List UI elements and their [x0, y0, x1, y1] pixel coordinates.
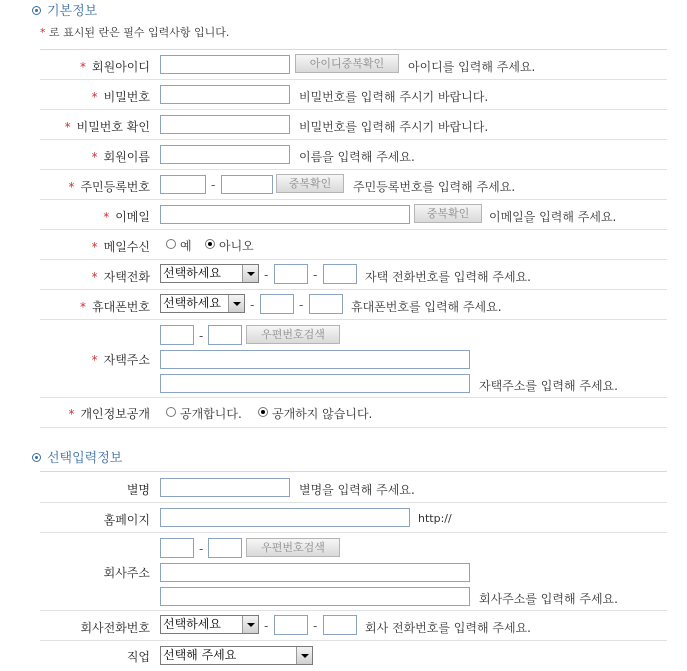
job-select[interactable]: 선택해 주세요 [160, 646, 313, 665]
member-name-label: * 회원이름 [91, 150, 150, 164]
password-confirm-help: 비밀번호를 입력해 주시기 바랍니다. [299, 120, 489, 134]
row-member-name [40, 140, 667, 170]
company-phone-area-select[interactable]: 선택하세요 [160, 615, 259, 634]
company-address-label: 회사주소 [103, 566, 150, 580]
home-phone-label: * 자택전화 [91, 270, 150, 284]
privacy-public-label: 공개합니다. [180, 407, 242, 421]
home-phone-area-select[interactable]: 선택하세요 [160, 264, 259, 283]
privacy-private-radio[interactable] [258, 407, 268, 417]
member-id-label: * 회원아이디 [80, 60, 150, 74]
optional-form-table [40, 471, 667, 671]
dropdown-arrow-icon [242, 616, 258, 633]
row-password [40, 80, 667, 110]
homepage-label: 홈페이지 [103, 513, 150, 527]
password-input[interactable] [160, 85, 290, 104]
company-address-help: 회사주소를 입력해 주세요. [479, 592, 618, 606]
password-help: 비밀번호를 입력해 주시기 바랍니다. [299, 90, 489, 104]
mobile-help: 휴대폰번호를 입력해 주세요. [351, 300, 502, 314]
row-company-phone: 회사전화번호 선택하세요 - - 회사 전화번호를 입력해 주세요. [40, 611, 667, 641]
bullet-icon [32, 6, 41, 15]
rrn-second-input[interactable] [221, 175, 273, 194]
mobile-last-input[interactable] [309, 294, 343, 314]
member-id-help: 아이디를 입력해 주세요. [408, 60, 536, 74]
dropdown-arrow-icon [228, 295, 244, 312]
row-company-address: 회사주소 - 우편번호검색 회사주소를 입력해 주세요. [40, 533, 667, 611]
password-confirm-label: * 비밀번호 확인 [64, 120, 150, 134]
home-address-line2-input[interactable] [160, 374, 470, 393]
id-duplicate-check-button[interactable]: 아이디중복확인 [295, 54, 399, 73]
company-address-line1-input[interactable] [160, 563, 470, 582]
row-mobile: * 휴대폰번호 선택하세요 - - 휴대폰번호를 입력해 주세요. [40, 290, 667, 320]
home-address-line1-input[interactable] [160, 350, 470, 369]
member-name-help: 이름을 입력해 주세요. [299, 150, 415, 164]
privacy-public-radio[interactable] [166, 407, 176, 417]
homepage-prefix-hint: http:// [418, 512, 452, 525]
member-id-input[interactable] [160, 55, 290, 74]
rrn-first-input[interactable] [160, 175, 206, 194]
email-duplicate-check-button[interactable]: 중복확인 [414, 204, 482, 223]
company-zip-second-input[interactable] [208, 538, 242, 558]
email-input[interactable] [160, 205, 410, 224]
row-job [40, 641, 667, 671]
nickname-label: 별명 [126, 483, 150, 497]
company-phone-middle-input[interactable] [274, 615, 308, 635]
row-nickname [40, 472, 667, 503]
dropdown-arrow-icon [296, 647, 312, 664]
company-zip-first-input[interactable] [160, 538, 194, 558]
bullet-icon [32, 453, 41, 462]
password-label: * 비밀번호 [91, 90, 150, 104]
row-rrn: * 주민등록번호 - 중복확인 주민등록번호를 입력해 주세요. [40, 170, 667, 200]
homepage-input[interactable] [160, 508, 410, 527]
row-member-id [40, 50, 667, 80]
row-privacy [40, 398, 667, 428]
mail-receive-no-label: 아니오 [219, 239, 254, 253]
dropdown-arrow-icon [242, 265, 258, 282]
home-zip-first-input[interactable] [160, 325, 194, 345]
company-phone-help: 회사 전화번호를 입력해 주세요. [365, 621, 531, 635]
home-address-label: * 자택주소 [91, 353, 150, 367]
nickname-input[interactable] [160, 478, 290, 497]
privacy-private-label: 공개하지 않습니다. [272, 407, 373, 421]
section-title-basic: 기본정보 [32, 0, 97, 19]
email-help: 이메일을 입력해 주세요. [489, 210, 617, 224]
mail-receive-yes-label: 예 [180, 239, 192, 253]
home-zip-second-input[interactable] [208, 325, 242, 345]
row-homepage [40, 503, 667, 533]
home-zip-search-button[interactable]: 우편번호검색 [246, 325, 340, 344]
home-phone-middle-input[interactable] [274, 264, 308, 284]
row-mail-receive [40, 230, 667, 260]
row-home-phone: * 자택전화 선택하세요 - - 자택 전화번호를 입력해 주세요. [40, 260, 667, 290]
company-address-line2-input[interactable] [160, 587, 470, 606]
privacy-label: * 개인정보공개 [68, 407, 150, 421]
row-password-confirm [40, 110, 667, 140]
mail-receive-yes-radio[interactable] [166, 239, 176, 249]
company-phone-label: 회사전화번호 [80, 621, 150, 635]
company-phone-last-input[interactable] [323, 615, 357, 635]
mobile-middle-input[interactable] [260, 294, 294, 314]
company-zip-search-button[interactable]: 우편번호검색 [246, 538, 340, 557]
password-confirm-input[interactable] [160, 115, 290, 134]
rrn-help: 주민등록번호를 입력해 주세요. [353, 180, 516, 194]
mail-receive-label: * 메일수신 [91, 240, 150, 254]
section-title-optional: 선택입력정보 [32, 447, 122, 466]
nickname-help: 별명을 입력해 주세요. [299, 483, 415, 497]
job-label: 직업 [126, 650, 150, 664]
row-email [40, 200, 667, 230]
rrn-label: * 주민등록번호 [68, 180, 150, 194]
home-phone-help: 자택 전화번호를 입력해 주세요. [365, 270, 531, 284]
row-home-address: * 자택주소 - 우편번호검색 자택주소를 입력해 주세요. [40, 320, 667, 398]
mobile-label: * 휴대폰번호 [80, 300, 150, 314]
basic-form-table [40, 49, 667, 428]
mobile-prefix-select[interactable]: 선택하세요 [160, 294, 245, 313]
home-address-help: 자택주소를 입력해 주세요. [479, 379, 618, 393]
mail-receive-no-radio[interactable] [205, 239, 215, 249]
home-phone-last-input[interactable] [323, 264, 357, 284]
required-note: * 로 표시된 란은 필수 입력사항 입니다. [40, 26, 230, 39]
email-label: * 이메일 [103, 210, 150, 224]
rrn-duplicate-check-button[interactable]: 중복확인 [276, 174, 344, 193]
member-name-input[interactable] [160, 145, 290, 164]
